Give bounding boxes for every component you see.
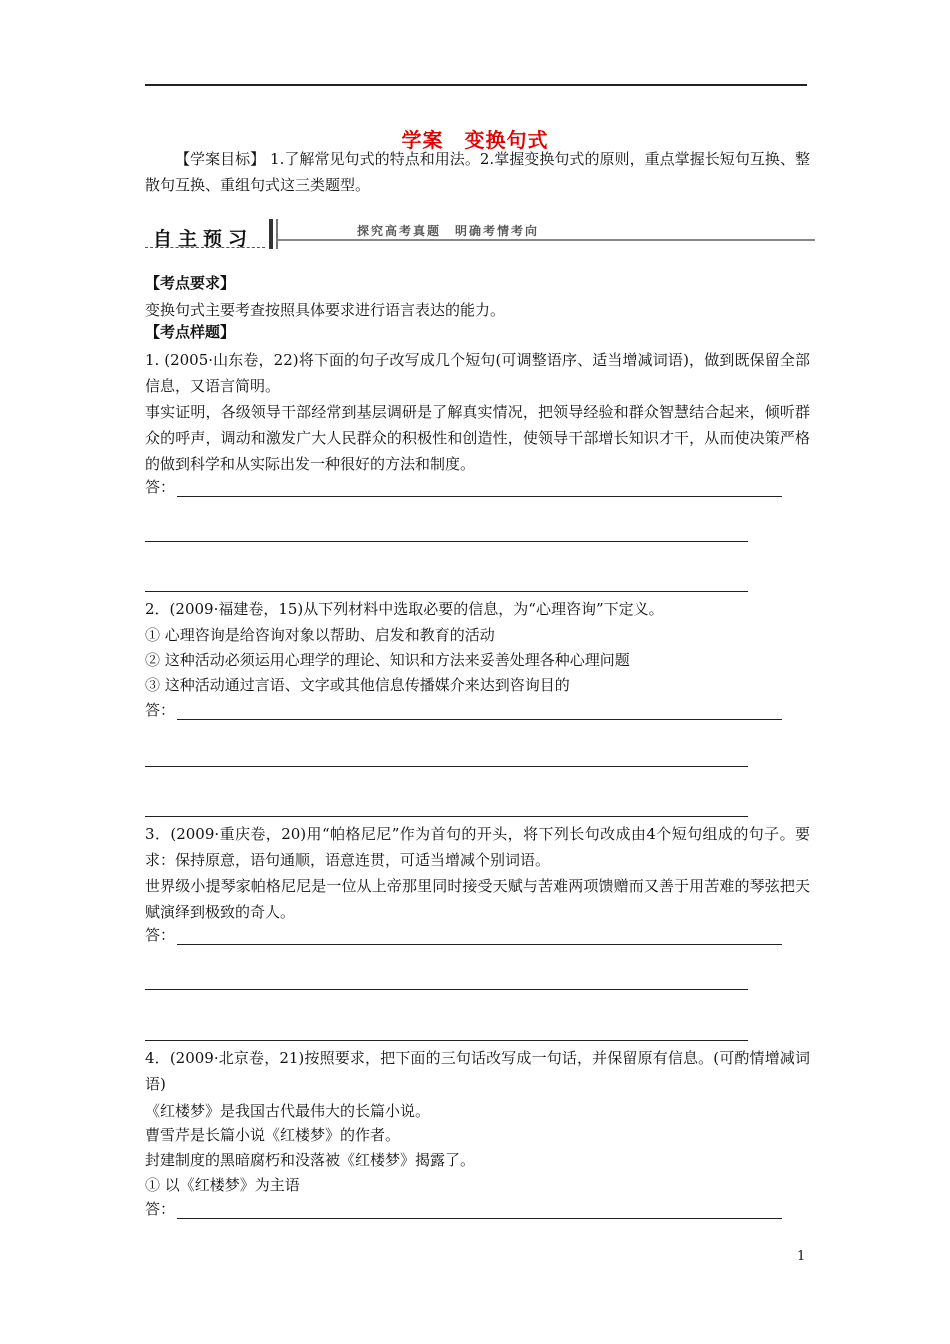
question-1-answer — [145, 477, 782, 497]
answer-line[interactable] — [145, 766, 748, 767]
requirements-text: 变换句式主要考查按照具体要求进行语言表达的能力。 — [145, 301, 506, 319]
banner-subtitle: 探究高考真题 明确考情考向 — [357, 224, 540, 238]
banner-title: 自主预习 — [153, 228, 254, 250]
banner-box — [145, 220, 265, 248]
answer-blank[interactable] — [177, 1203, 782, 1219]
requirements-heading: 【考点要求】 — [145, 274, 236, 292]
question-4-stem: 4．(2009·北京卷，21)按照要求，把下面的三句话改写成一句话，并保留原有信息。(可酌情增减词语) — [145, 1049, 810, 1093]
answer-blank[interactable] — [177, 704, 782, 720]
question-3-material: 世界级小提琴家帕格尼尼是一位从上帝那里同时接受天赋与苦难两项馈赠而又善于用苦难的琴弦把天赋演绎到极致的奇人。 — [145, 877, 810, 921]
question-4-answer — [145, 1199, 782, 1219]
question-3-answer — [145, 925, 782, 945]
answer-label: 答： — [145, 926, 176, 944]
answer-label: 答： — [145, 478, 176, 496]
banner-divider — [269, 219, 273, 249]
answer-line[interactable] — [145, 816, 748, 817]
question-4-sentence: 《红楼梦》是我国古代最伟大的长篇小说。 — [145, 1102, 431, 1120]
question-3-stem: 3．(2009·重庆卷，20)用“帕格尼尼”作为首句的开头，将下列长句改成由4个短句组成的句子。要求：保持原意，语句通顺，语意连贯，可适当增减个别词语。 — [145, 825, 810, 869]
question-4-sentence: 曹雪芹是长篇小说《红楼梦》的作者。 — [145, 1126, 401, 1144]
banner-dash — [145, 247, 265, 248]
page-number: 1 — [797, 1249, 806, 1264]
answer-blank[interactable] — [177, 481, 782, 497]
answer-blank[interactable] — [177, 929, 782, 945]
question-1-material: 事实证明，各级领导干部经常到基层调研是了解真实情况，把领导经验和群众智慧结合起来，倾听群众的呼声，调动和激发广大人民群众的积极性和创造性，使领导干部增长知识才干，从而使决策严格的做到科学和从实际出发一种很好的方法和制度。 — [145, 403, 810, 473]
examples-heading: 【考点样题】 — [145, 323, 236, 341]
question-2-stem: 2．(2009·福建卷，15)从下列材料中选取必要的信息，为“心理咨询”下定义。 — [145, 600, 664, 618]
banner-line — [278, 239, 815, 241]
question-1-stem: 1. (2005·山东卷，22)将下面的句子改写成几个短句(可调整语序、适当增减词语)，做到既保留全部信息，又语言简明。 — [145, 351, 810, 395]
banner-divider-thin — [276, 219, 278, 249]
answer-line[interactable] — [145, 1040, 748, 1041]
question-2-item: ② 这种活动必须运用心理学的理论、知识和方法来妥善处理各种心理问题 — [145, 651, 630, 669]
question-4-sentence: 封建制度的黑暗腐朽和没落被《红楼梦》揭露了。 — [145, 1151, 476, 1169]
question-2-item: ① 心理咨询是给咨询对象以帮助、启发和教育的活动 — [145, 626, 495, 644]
section-banner — [145, 215, 815, 253]
answer-label: 答： — [145, 1200, 176, 1218]
question-2-answer — [145, 700, 782, 720]
question-2-item: ③ 这种活动通过言语、文字或其他信息传播媒介来达到咨询目的 — [145, 676, 570, 694]
learning-goal — [145, 146, 810, 198]
page-title: 学案 变换句式 — [401, 128, 549, 152]
answer-line[interactable] — [145, 591, 748, 592]
goal-label: 【学案目标】 — [175, 150, 266, 168]
question-4-subpart: ① 以《红楼梦》为主语 — [145, 1176, 300, 1194]
answer-label: 答： — [145, 701, 176, 719]
answer-line[interactable] — [145, 541, 748, 542]
goal-text: 1.了解常见句式的特点和用法。2.掌握变换句式的原则，重点掌握长短句互换、整散句互换、重组句式这三类题型。 — [145, 150, 810, 194]
answer-line[interactable] — [145, 989, 748, 990]
header-rule — [145, 84, 807, 86]
